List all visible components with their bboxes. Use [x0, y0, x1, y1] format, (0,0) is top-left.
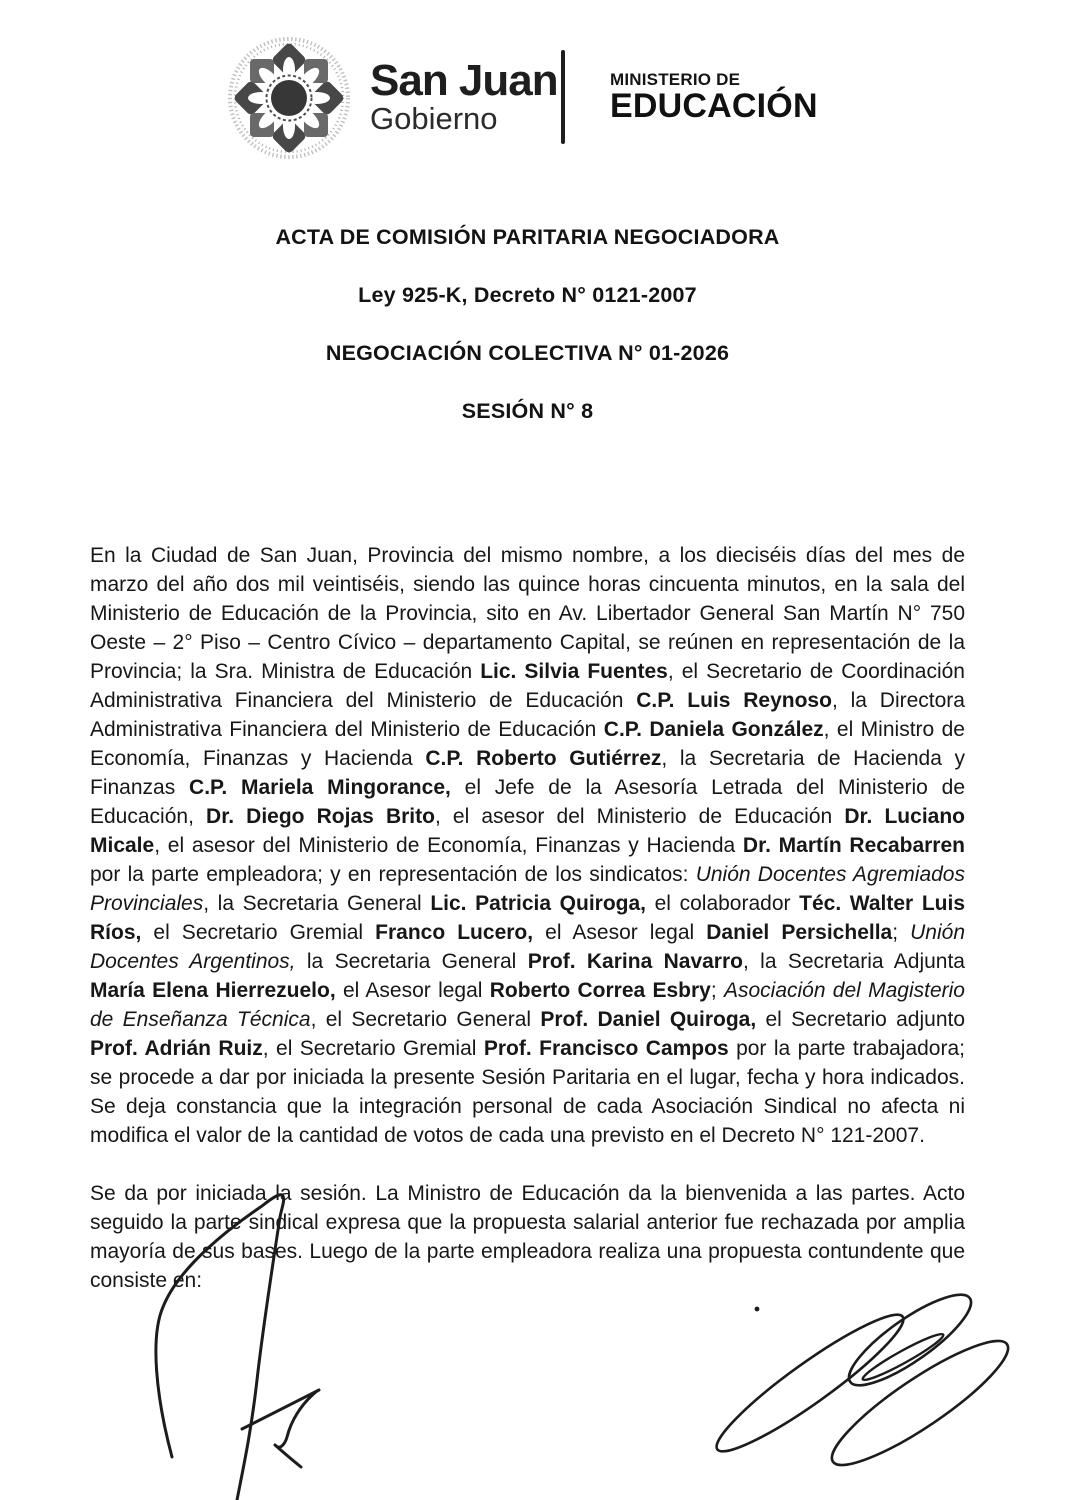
ministry-label-big: EDUCACIÓN: [610, 87, 818, 125]
collective-negotiation-number: NEGOCIACIÓN COLECTIVA N° 01-2026: [325, 341, 730, 365]
paragraph-session-opening: Se da por iniciada la sesión. La Ministro de Educación da la bienvenida a las partes. Acto seguido la parte sindical expresa que la propuesta salarial anterior fue rechazada por amplia mayoría de sus bases. Luego de la parte empleadora realiza una propuesta contundente que consiste en:: [90, 1182, 965, 1292]
san-juan-rosette-logo-icon: [227, 32, 352, 164]
header-divider: [561, 50, 565, 144]
government-brand: [370, 56, 558, 136]
government-name: San Juan: [370, 56, 558, 105]
paragraph-attendance: En la Ciudad de San Juan, Provincia del mismo nombre, a los dieciséis días del mes de marzo del año dos mil veintiséis, siendo las quince horas cincuenta minutos, en la sala del Ministerio de Educación de la Provincia, sito en Av. Libertador General San Martín N° 750 Oeste – 2° Piso – Centro Cívico – departamento Capital, se reúnen en representación de la Provincia; la Sra. Ministra de Educación Lic. Silvia Fuentes, el Secretario de Coordinación Administrativa Financiera del Ministerio de Educación C.P. Luis Reynoso, la Directora Administrativa Financiera del Ministerio de Educación C.P. Daniela González, el Ministro de Economía, Finanzas y Hacienda C.P. Roberto Gutiérrez, la Secretaria de Hacienda y Finanzas C.P. Mariela Mingorance, el Jefe de la Asesoría Letrada del Ministerio de Educación, Dr. Diego Rojas Brito, el asesor del Ministerio de Educación Dr. Luciano Micale, el asesor del Ministerio de Economía, Finanzas y Hacienda Dr. Martín Recabarren por la parte empleadora; y en representación de los sindicatos: Unión Docentes Agremiados Provinciales, la Secretaria General Lic. Patricia Quiroga, el colaborador Téc. Walter Luis Ríos, el Secretario Gremial Franco Lucero, el Asesor legal Daniel Persichella; Unión Docentes Argentinos, la Secretaria General Prof. Karina Navarro, la Secretaria Adjunta María Elena Hierrezuelo, el Asesor legal Roberto Correa Esbry; Asociación del Magisterio de Enseñanza Técnica, el Secretario General Prof. Daniel Quiroga, el Secretario adjunto Prof. Adrián Ruiz, el Secretario Gremial Prof. Francisco Campos por la parte trabajadora; se procede a dar por iniciada la presente Sesión Paritaria en el lugar, fecha y hora indicados. Se deja constancia que la integración personal de cada Asociación Sindical no afecta ni modifica el valor de la cantidad de votos de cada una previsto en el Decreto N° 121-2007.: [90, 544, 966, 1147]
signature-right-icon: [700, 1283, 1030, 1473]
ministry-block: [610, 70, 818, 125]
law-decree-reference: Ley 925-K, Decreto N° 0121-2007: [358, 283, 697, 307]
session-number: SESIÓN N° 8: [461, 399, 594, 423]
title-block: [90, 208, 965, 440]
government-subtitle: Gobierno: [370, 101, 498, 136]
ministry-label-small: MINISTERIO DE: [610, 70, 741, 89]
document-title: ACTA DE COMISIÓN PARITARIA NEGOCIADORA: [275, 225, 780, 249]
document-body: [90, 541, 965, 1295]
